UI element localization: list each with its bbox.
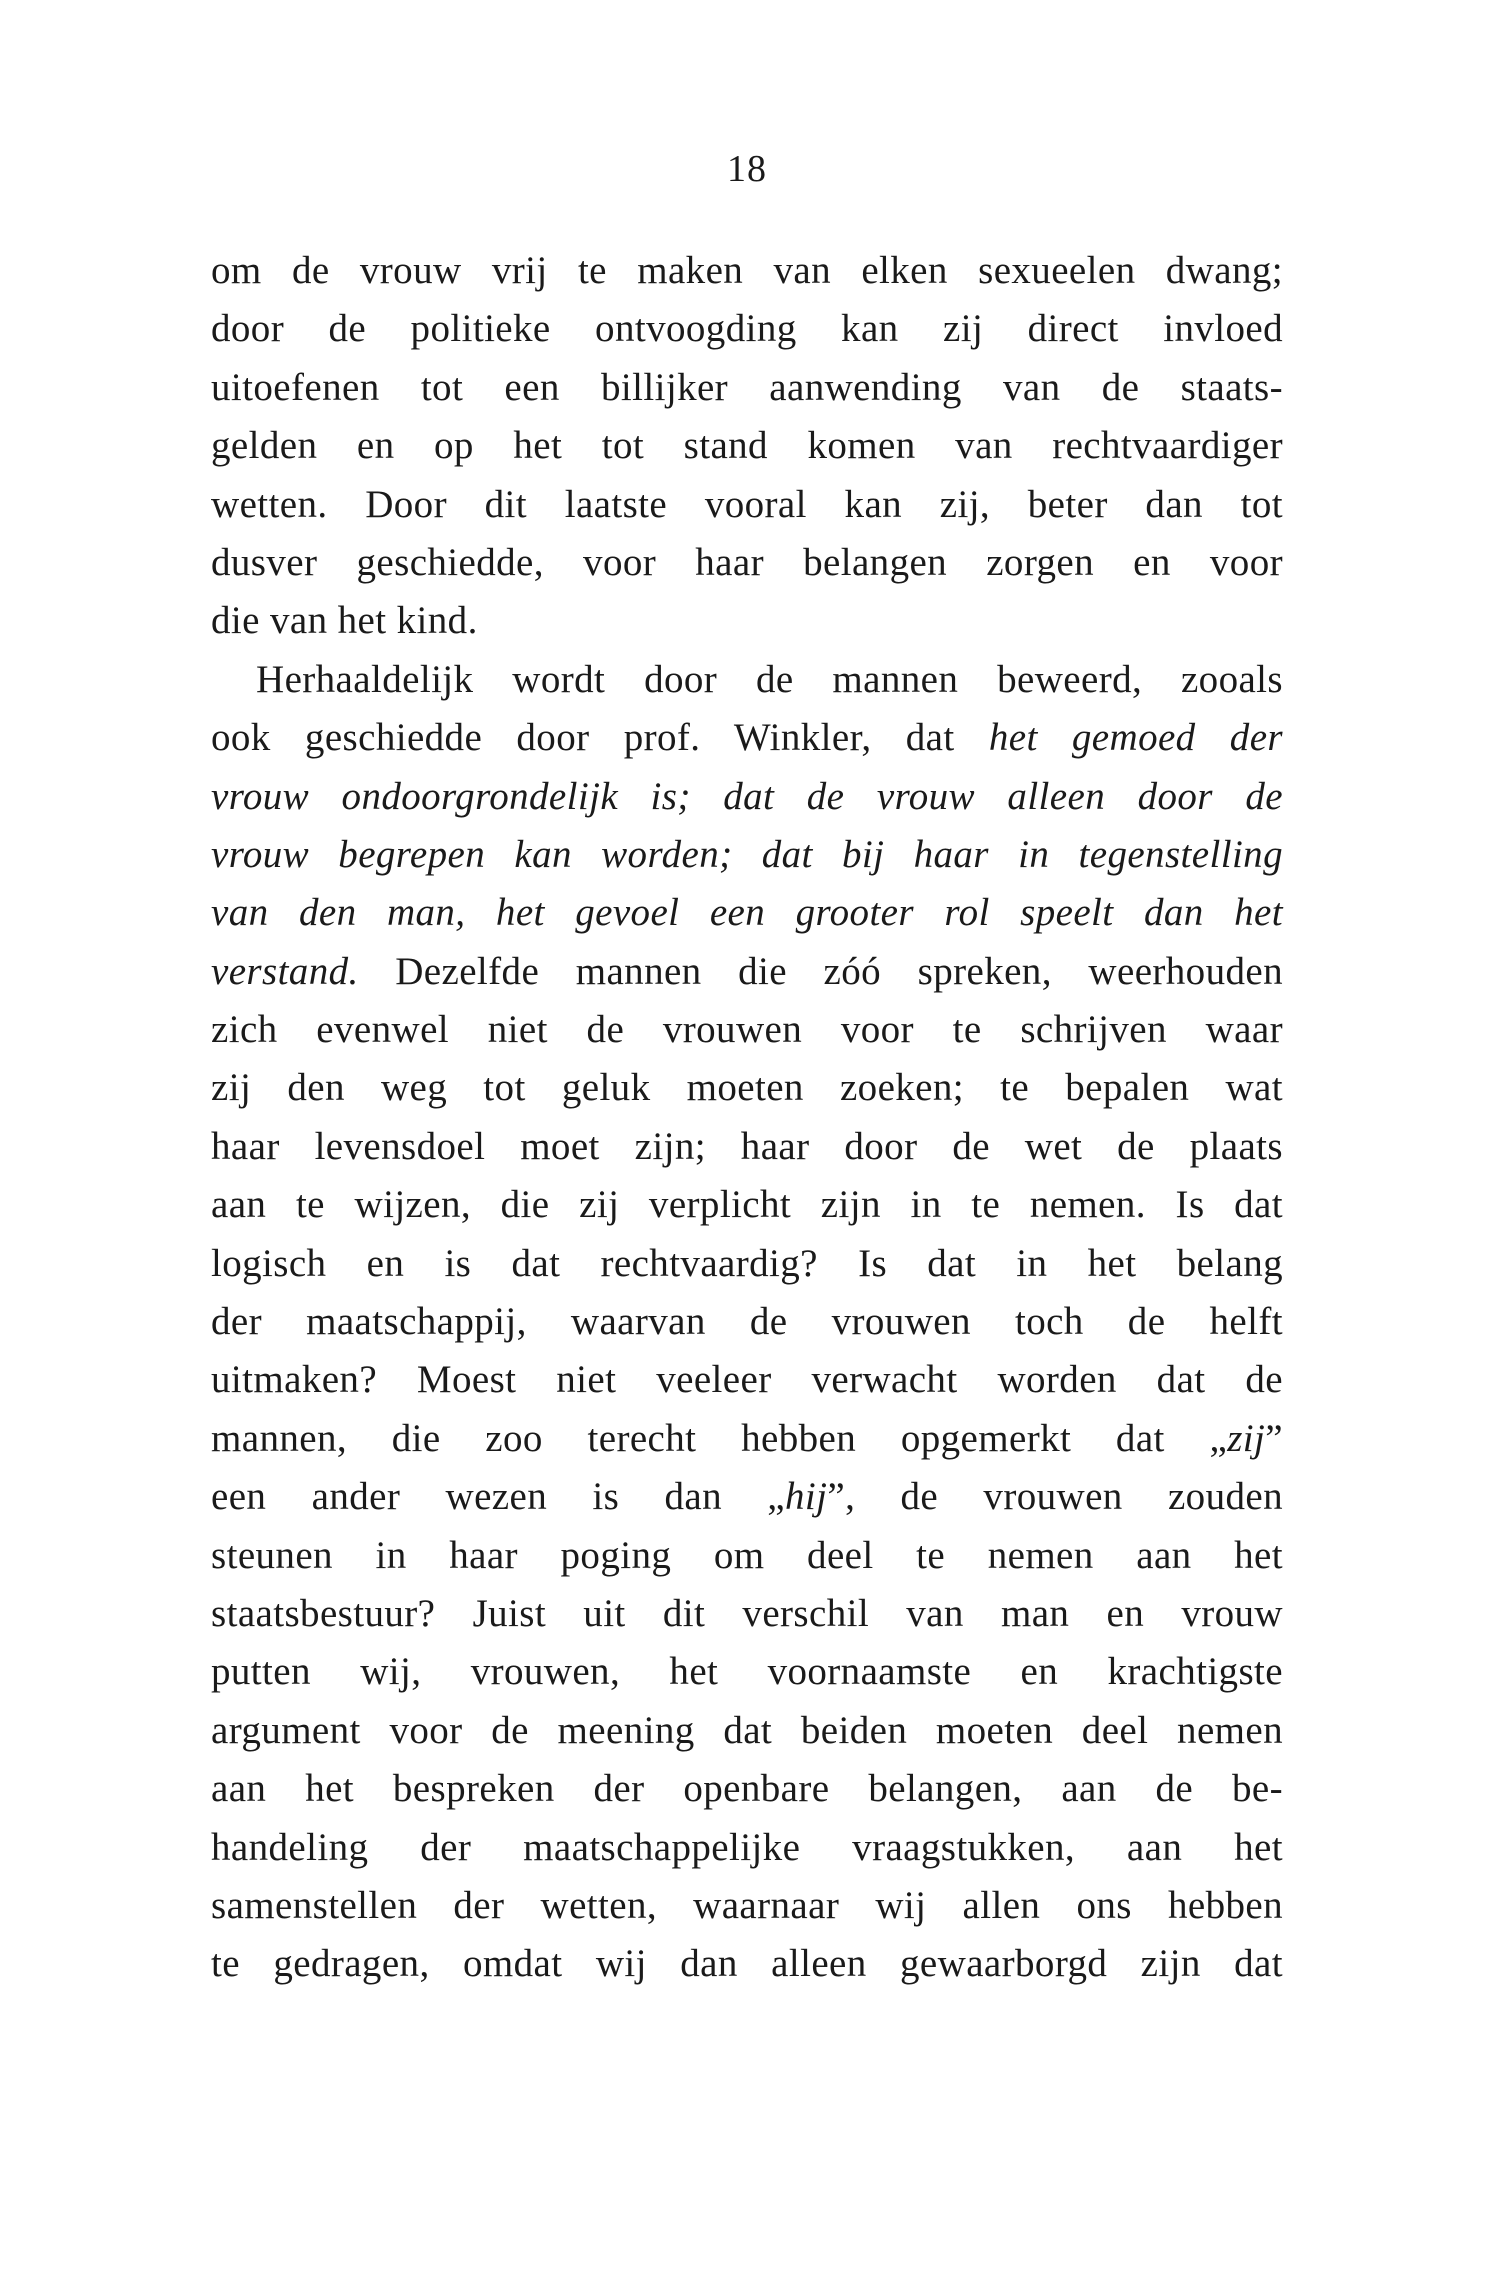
text-run: argument voor de meening dat beiden moeten deel nemen xyxy=(211,1708,1283,1752)
text-line xyxy=(211,1410,1283,1468)
text-line xyxy=(211,709,1283,767)
text-line xyxy=(211,768,1283,826)
text-line xyxy=(211,1468,1283,1526)
text-line xyxy=(211,1819,1283,1877)
text-line xyxy=(211,1001,1283,1059)
text-run: ”, de vrouwen zouden xyxy=(827,1475,1283,1519)
text-run: dusver geschiedde, voor haar belangen zorgen en voor xyxy=(211,540,1283,584)
text-line xyxy=(211,1293,1283,1351)
text-line xyxy=(211,1702,1283,1760)
text-line xyxy=(211,826,1283,884)
text-line xyxy=(211,1760,1283,1818)
text-run: logisch en is dat rechtvaardig? Is dat in het belang xyxy=(211,1241,1283,1285)
text-line xyxy=(211,592,1283,650)
text-line xyxy=(211,300,1283,358)
italic-run: vrouw ondoorgrondelijk is; dat de vrouw alleen door de xyxy=(211,774,1283,818)
text-run: gelden en op het tot stand komen van rechtvaardiger xyxy=(211,424,1283,468)
text-run: om de vrouw vrij te maken van elken sexueelen dwang; xyxy=(211,249,1283,292)
text-line xyxy=(211,1527,1283,1585)
text-run: mannen, die zoo terecht hebben opgemerkt dat „ xyxy=(211,1416,1228,1460)
page-number: 18 xyxy=(727,148,767,190)
text-line xyxy=(211,943,1283,1001)
text-run: die van het kind. xyxy=(211,599,478,643)
italic-run: het gemoed der xyxy=(988,716,1283,760)
text-run: door de politieke ontvoogding kan zij direct invloed xyxy=(211,307,1283,351)
text-line xyxy=(211,242,1283,300)
text-line xyxy=(211,1935,1283,1993)
text-run: zij den weg tot geluk moeten zoeken; te bepalen wat xyxy=(211,1066,1283,1110)
text-run: Dezelfde mannen die zóó spreken, weerhouden xyxy=(358,949,1283,993)
text-line xyxy=(211,1235,1283,1293)
text-run: te gedragen, omdat wij dan alleen gewaarborgd zijn dat xyxy=(211,1942,1283,1986)
text-line xyxy=(211,534,1283,592)
text-run: handeling der maatschappelijke vraagstukken, aan het xyxy=(211,1825,1283,1869)
text-run: aan te wijzen, die zij verplicht zijn in te nemen. Is dat xyxy=(211,1183,1283,1227)
text-line xyxy=(211,1877,1283,1935)
text-run: ook geschiedde door prof. Winkler, dat xyxy=(211,716,989,760)
text-line xyxy=(211,417,1283,475)
text-run: haar levensdoel moet zijn; haar door de wet de plaats xyxy=(211,1124,1283,1168)
text-line xyxy=(211,359,1283,417)
text-run: uitoefenen tot een billijker aanwending van de staats- xyxy=(211,365,1283,409)
text-line xyxy=(211,1059,1283,1117)
italic-run: zij xyxy=(1227,1416,1266,1460)
text-run: steunen in haar poging om deel te nemen aan het xyxy=(211,1533,1283,1577)
text-line xyxy=(211,476,1283,534)
text-run: zich evenwel niet de vrouwen voor te schrijven waar xyxy=(211,1008,1283,1052)
text-line xyxy=(211,1585,1283,1643)
text-line xyxy=(211,1643,1283,1701)
italic-run: van den man, het gevoel een grooter rol speelt dan het xyxy=(211,891,1283,935)
text-line xyxy=(211,884,1283,942)
text-run: ” xyxy=(1265,1416,1283,1460)
italic-run: verstand. xyxy=(211,949,359,993)
text-run: samenstellen der wetten, waarnaar wij allen ons hebben xyxy=(211,1883,1283,1927)
text-run: een ander wezen is dan „ xyxy=(211,1475,785,1519)
text-run: wetten. Door dit laatste vooral kan zij, beter dan tot xyxy=(211,482,1283,526)
text-run: uitmaken? Moest niet veeleer verwacht worden dat de xyxy=(211,1358,1283,1402)
italic-run: hij xyxy=(785,1475,828,1519)
italic-run: vrouw begrepen kan worden; dat bij haar in tegenstelling xyxy=(211,832,1283,876)
text-run: putten wij, vrouwen, het voornaamste en krachtigste xyxy=(211,1650,1283,1694)
text-run: aan het bespreken der openbare belangen, aan de be- xyxy=(211,1767,1283,1811)
text-run: staatsbestuur? Juist uit dit verschil van man en vrouw xyxy=(211,1591,1283,1635)
text-line xyxy=(211,1351,1283,1409)
text-run: der maatschappij, waarvan de vrouwen toch de helft xyxy=(211,1300,1283,1344)
body-text xyxy=(211,242,1283,1994)
text-run: Herhaaldelijk wordt door de mannen beweerd, zooals xyxy=(256,657,1283,701)
text-line xyxy=(211,1118,1283,1176)
text-line xyxy=(211,1176,1283,1234)
text-line xyxy=(211,651,1283,709)
